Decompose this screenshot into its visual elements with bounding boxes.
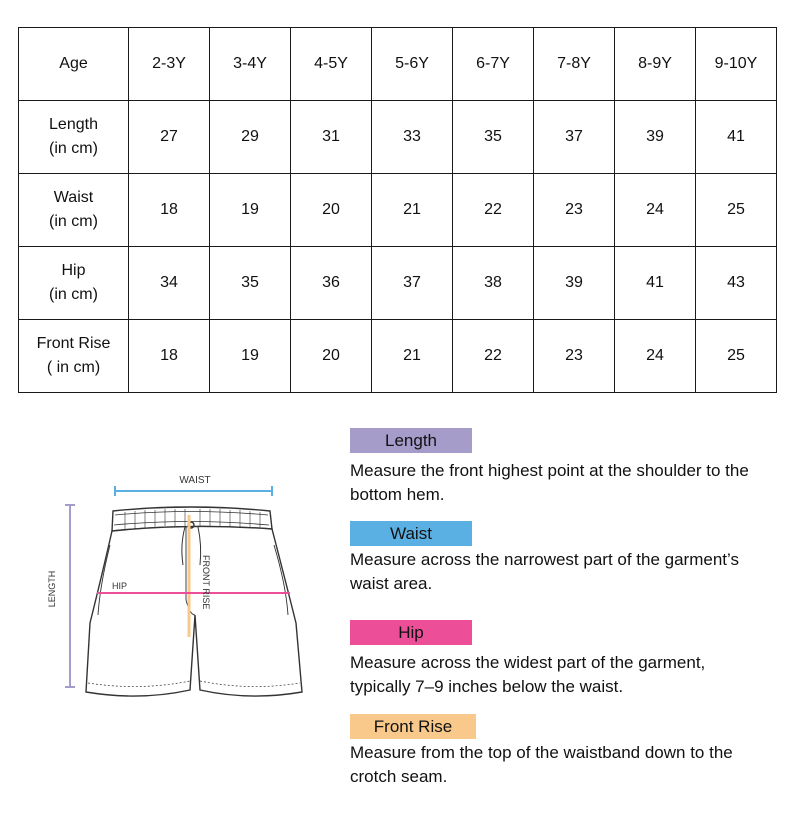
table-cell: 20 bbox=[291, 320, 372, 393]
header-cell: 6-7Y bbox=[453, 28, 534, 101]
legend-tag-length: Length bbox=[350, 428, 472, 453]
shorts-measurement-diagram bbox=[40, 465, 330, 715]
table-row-waist bbox=[19, 174, 777, 247]
row-label: Hip (in cm) bbox=[19, 247, 129, 320]
table-cell: 39 bbox=[615, 101, 696, 174]
table-cell: 19 bbox=[210, 174, 291, 247]
front-rise-label: FRONT RISE bbox=[201, 555, 211, 610]
legend-desc-hip: Measure across the widest part of the garment, typically 7–9 inches below the waist. bbox=[350, 653, 706, 696]
table-cell: 29 bbox=[210, 101, 291, 174]
header-cell: 7-8Y bbox=[534, 28, 615, 101]
header-cell: Age bbox=[19, 28, 129, 101]
table-cell: 35 bbox=[210, 247, 291, 320]
table-cell: 41 bbox=[615, 247, 696, 320]
header-cell: 9-10Y bbox=[696, 28, 777, 101]
legend-tag-front-rise: Front Rise bbox=[350, 714, 476, 739]
table-cell: 21 bbox=[372, 320, 453, 393]
table-cell: 31 bbox=[291, 101, 372, 174]
table-cell: 39 bbox=[534, 247, 615, 320]
row-label: Length (in cm) bbox=[19, 101, 129, 174]
legend-desc-front-rise: Measure from the top of the waistband down to the crotch seam. bbox=[350, 743, 733, 786]
table-cell: 37 bbox=[534, 101, 615, 174]
header-cell: 4-5Y bbox=[291, 28, 372, 101]
waist-label: WAIST bbox=[179, 475, 211, 486]
table-cell: 19 bbox=[210, 320, 291, 393]
waist-measure-line bbox=[115, 486, 272, 496]
table-cell: 22 bbox=[453, 320, 534, 393]
shorts-outline bbox=[86, 507, 302, 696]
table-cell: 24 bbox=[615, 174, 696, 247]
table-cell: 22 bbox=[453, 174, 534, 247]
table-cell: 37 bbox=[372, 247, 453, 320]
header-cell: 8-9Y bbox=[615, 28, 696, 101]
table-cell: 38 bbox=[453, 247, 534, 320]
legend-desc-length: Measure the front highest point at the shoulder to the bottom hem. bbox=[350, 461, 749, 504]
table-cell: 35 bbox=[453, 101, 534, 174]
header-cell: 2-3Y bbox=[129, 28, 210, 101]
header-cell: 3-4Y bbox=[210, 28, 291, 101]
table-cell: 23 bbox=[534, 174, 615, 247]
legend-tag-waist: Waist bbox=[350, 521, 472, 546]
table-row-front-rise bbox=[19, 320, 777, 393]
size-chart-table bbox=[18, 27, 777, 393]
table-cell: 25 bbox=[696, 174, 777, 247]
table-cell: 24 bbox=[615, 320, 696, 393]
row-label: Waist (in cm) bbox=[19, 174, 129, 247]
table-cell: 27 bbox=[129, 101, 210, 174]
table-cell: 18 bbox=[129, 320, 210, 393]
table-header-row bbox=[19, 28, 777, 101]
table-cell: 33 bbox=[372, 101, 453, 174]
table-cell: 36 bbox=[291, 247, 372, 320]
header-cell: 5-6Y bbox=[372, 28, 453, 101]
legend-tag-hip: Hip bbox=[350, 620, 472, 645]
row-label: Front Rise ( in cm) bbox=[19, 320, 129, 393]
table-cell: 23 bbox=[534, 320, 615, 393]
table-cell: 25 bbox=[696, 320, 777, 393]
hip-label: HIP bbox=[112, 581, 128, 591]
table-cell: 21 bbox=[372, 174, 453, 247]
legend-front-rise bbox=[350, 714, 770, 789]
legend-desc-waist: Measure across the narrowest part of the garment’s waist area. bbox=[350, 550, 739, 593]
table-cell: 41 bbox=[696, 101, 777, 174]
length-label: LENGTH bbox=[47, 570, 57, 608]
table-cell: 34 bbox=[129, 247, 210, 320]
length-measure-line bbox=[65, 505, 75, 687]
table-cell: 20 bbox=[291, 174, 372, 247]
table-row-hip bbox=[19, 247, 777, 320]
legend-length bbox=[350, 428, 770, 507]
table-row-length bbox=[19, 101, 777, 174]
table-cell: 18 bbox=[129, 174, 210, 247]
table-cell: 43 bbox=[696, 247, 777, 320]
legend-hip bbox=[350, 620, 770, 699]
legend-waist bbox=[350, 521, 770, 596]
